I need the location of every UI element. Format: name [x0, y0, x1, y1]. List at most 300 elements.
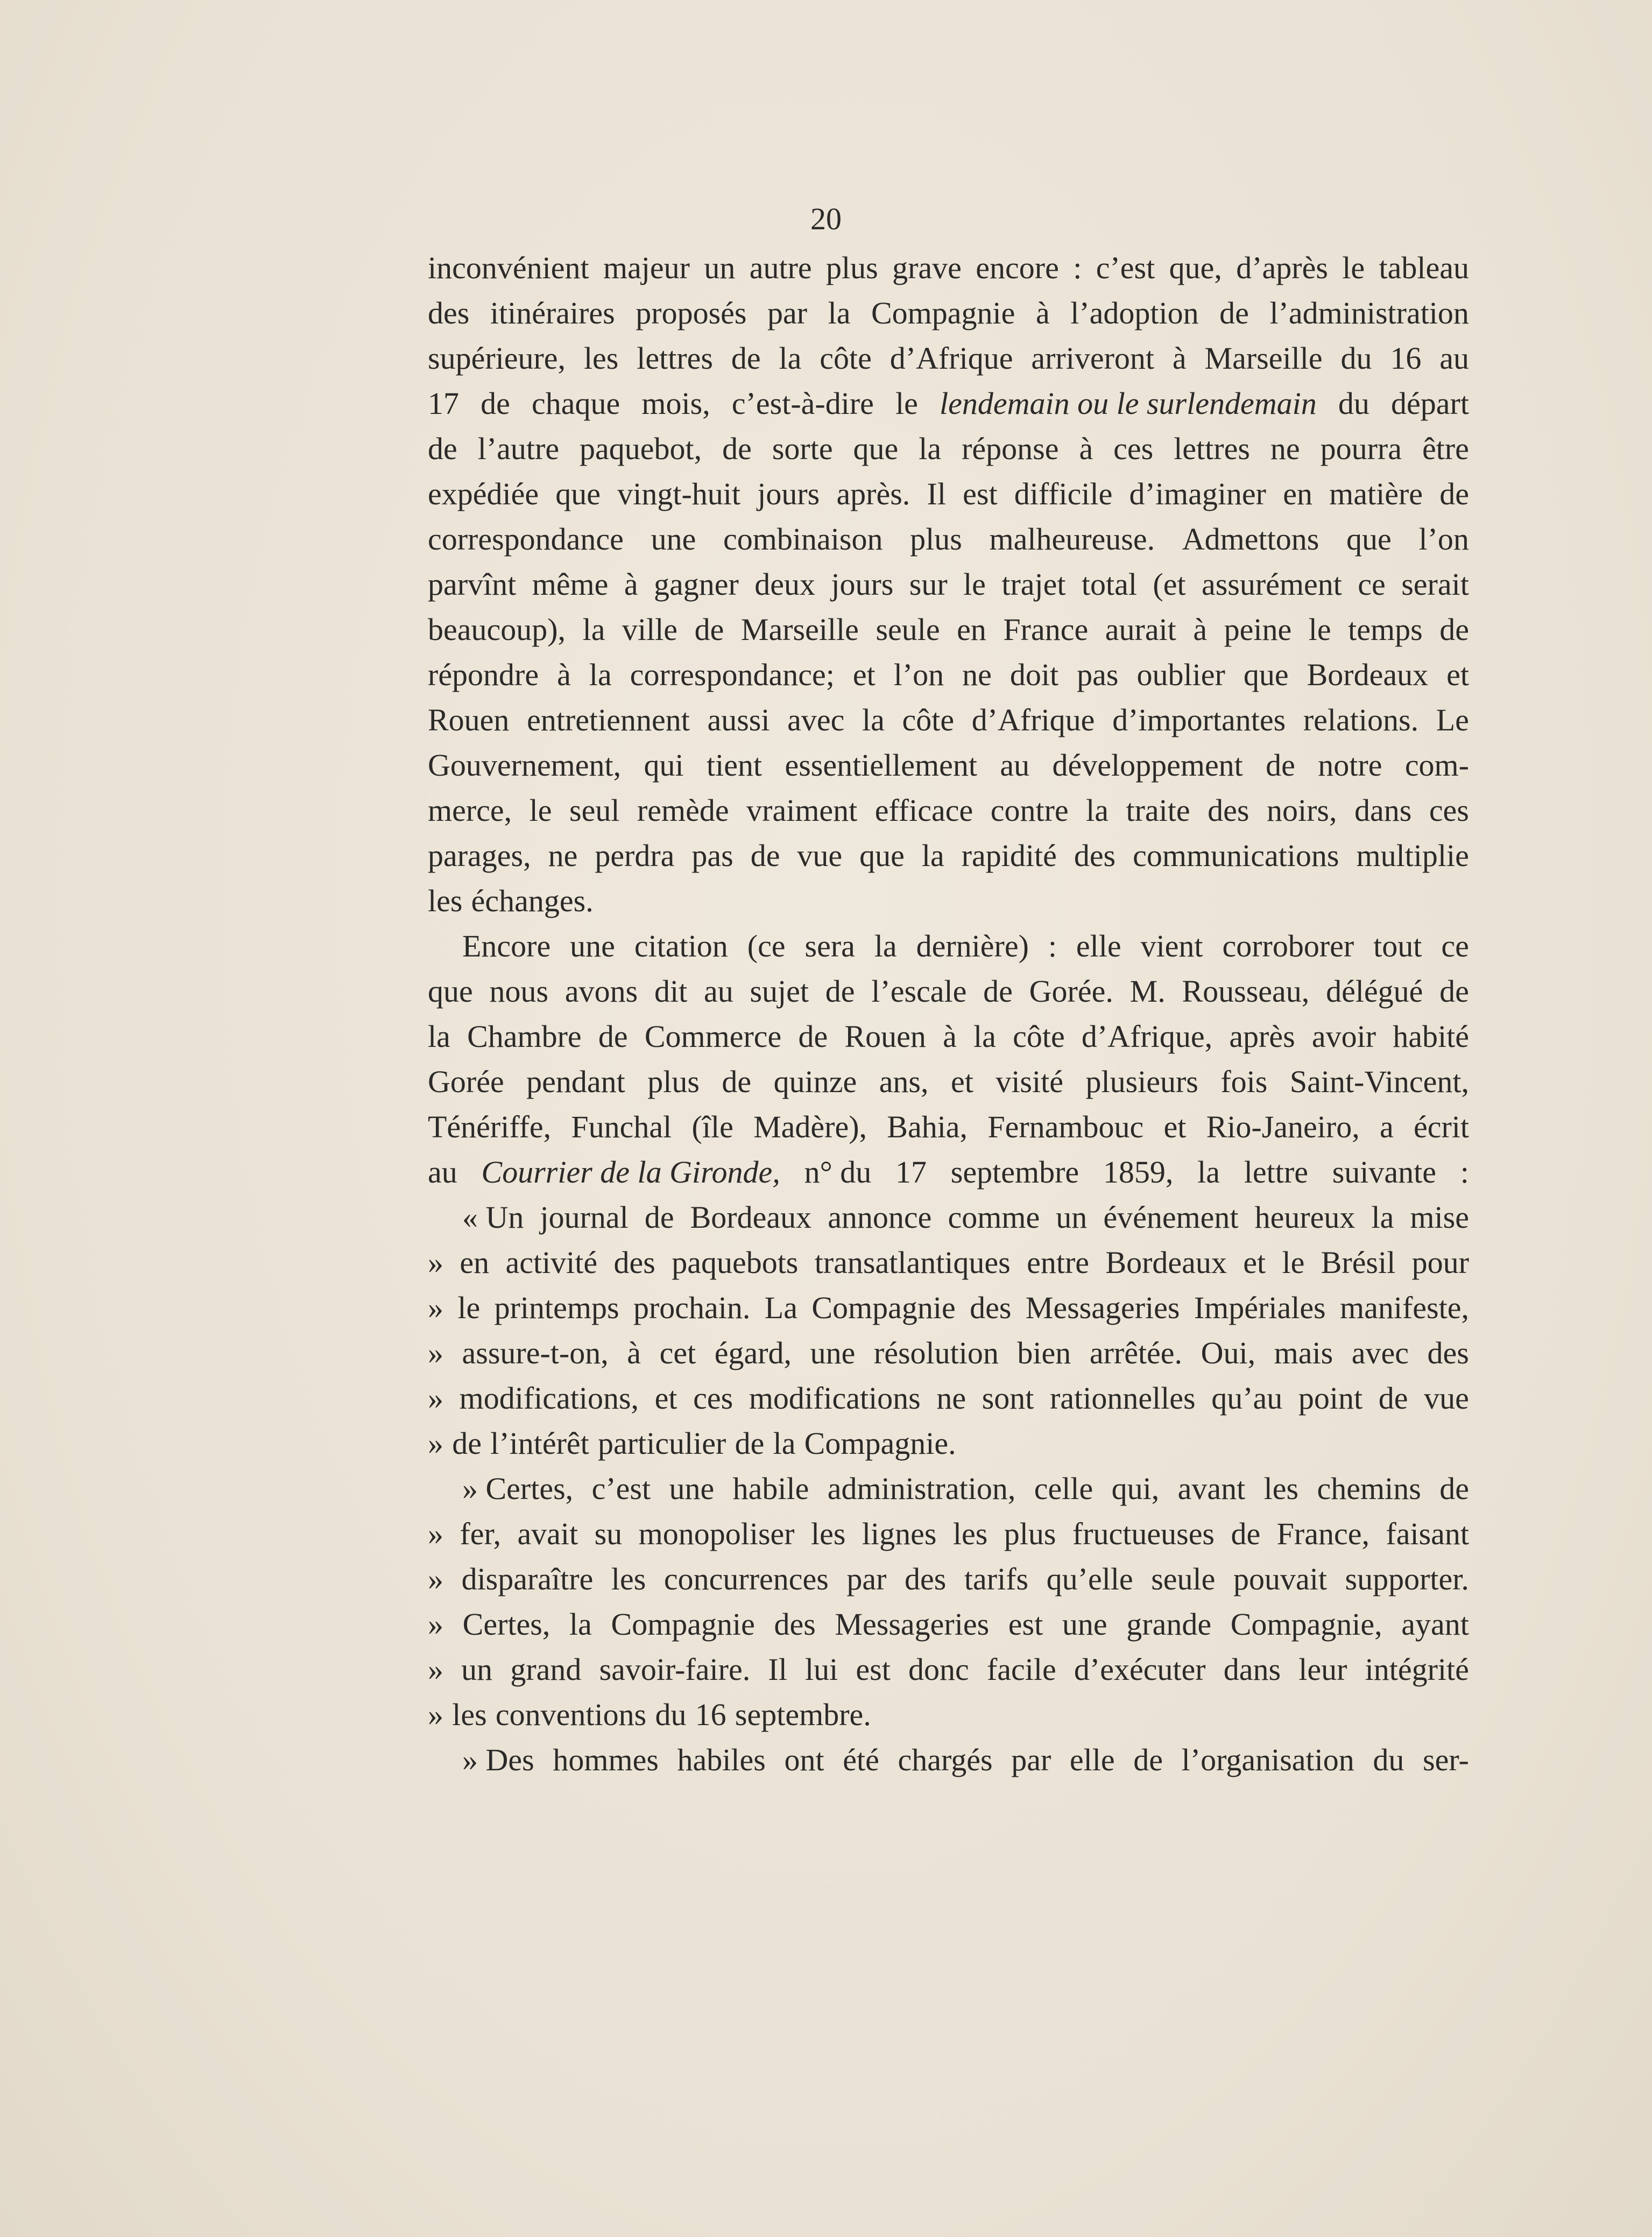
word: prochain. — [633, 1290, 751, 1325]
word: gagner — [653, 567, 739, 602]
word: de — [722, 1064, 752, 1099]
word: qui, — [1111, 1471, 1160, 1506]
word: Bahia, — [887, 1109, 968, 1144]
word: au — [428, 1155, 457, 1190]
word: su — [594, 1516, 623, 1551]
text-line — [428, 1150, 1469, 1195]
word: trajet — [1001, 567, 1066, 602]
word: pouvait — [1233, 1561, 1327, 1596]
text-line — [428, 1602, 1469, 1647]
word: l’on — [893, 657, 944, 692]
word: que — [859, 838, 905, 873]
word: proposés — [636, 296, 747, 330]
text-line — [428, 1105, 1469, 1150]
word: le — [895, 386, 918, 421]
word: à — [557, 657, 571, 692]
word: chaque — [532, 386, 620, 421]
word: avoir — [1311, 1019, 1376, 1054]
word: 16 — [695, 1697, 726, 1732]
word: grande — [1126, 1607, 1212, 1642]
word: et — [1446, 657, 1469, 692]
word: habité — [1393, 1019, 1469, 1054]
word: après. — [836, 476, 910, 511]
word: autre — [749, 250, 812, 285]
word: en — [460, 1245, 490, 1280]
word: donc — [908, 1652, 969, 1687]
word: avons — [564, 974, 638, 1009]
word: la — [1197, 1155, 1220, 1190]
word: pourra — [1320, 431, 1402, 466]
text-line — [428, 1376, 1469, 1421]
word: Compagnie. — [804, 1426, 956, 1461]
word: les — [811, 1516, 846, 1551]
word: la — [589, 657, 612, 692]
word: sur — [909, 567, 948, 602]
word: la — [973, 1019, 996, 1054]
word: jours — [831, 567, 894, 602]
text-line — [428, 245, 1469, 291]
word: les — [428, 883, 463, 918]
word: l’organisation — [1181, 1742, 1354, 1777]
word: d’importantes — [1112, 702, 1286, 737]
word: inconvénient — [428, 250, 589, 285]
word: d’après — [1236, 250, 1328, 285]
word: Le — [1436, 702, 1469, 737]
word: être — [1422, 431, 1469, 466]
word: est — [1008, 1607, 1043, 1642]
word: printemps — [494, 1290, 619, 1325]
word: plusieurs — [1085, 1064, 1198, 1099]
word: communications — [1133, 838, 1339, 873]
word: ont — [784, 1742, 824, 1777]
word: Impériales — [1194, 1290, 1326, 1325]
word: Rouen — [844, 1019, 926, 1054]
word: lendemain ou le surlendemain — [940, 386, 1317, 421]
word: Bordeaux — [690, 1200, 812, 1235]
word: vue — [1424, 1381, 1469, 1416]
word: de — [983, 974, 1013, 1009]
word: la — [1371, 1200, 1394, 1235]
word: savoir-faire. — [599, 1652, 751, 1687]
word: vraiment — [746, 793, 858, 828]
word: » — [428, 1652, 443, 1687]
word: des — [1208, 793, 1249, 828]
word: aurait — [1105, 612, 1176, 647]
word: Rio-Janeiro, — [1206, 1109, 1360, 1144]
word: ces — [1429, 793, 1469, 828]
word: avec — [1351, 1335, 1409, 1370]
word: une — [810, 1335, 856, 1370]
text-line — [428, 291, 1469, 336]
word: parages, — [428, 838, 531, 873]
word: pendant — [526, 1064, 625, 1099]
word: Fernambouc — [987, 1109, 1144, 1144]
word: Marseille — [740, 612, 859, 647]
word: les — [1263, 1471, 1299, 1506]
word: » — [428, 1335, 443, 1370]
word: Certes, — [462, 1607, 550, 1642]
word: c’est — [1096, 250, 1155, 285]
word: à — [624, 567, 638, 602]
word: de — [731, 341, 761, 376]
word: essentiellement — [785, 748, 978, 783]
word: de — [452, 1426, 482, 1461]
word: en — [1283, 476, 1312, 511]
word: l’administration — [1269, 296, 1469, 330]
text-line — [428, 878, 1469, 924]
word: mise — [1410, 1200, 1469, 1235]
word: 1859, — [1103, 1155, 1174, 1190]
word: de — [735, 1426, 765, 1461]
word: septembre. — [735, 1697, 871, 1732]
word: ne — [962, 657, 992, 692]
word: Messageries — [835, 1607, 990, 1642]
word: un — [461, 1652, 493, 1687]
word: supérieure, — [428, 341, 566, 376]
word: concurrences — [663, 1561, 829, 1596]
word: de — [1439, 476, 1469, 511]
word: le — [529, 793, 552, 828]
word: que — [428, 974, 473, 1009]
word: France — [1003, 612, 1089, 647]
word: côte — [820, 341, 872, 376]
word: sorte — [772, 431, 833, 466]
word: à — [1035, 296, 1050, 330]
word: une — [570, 928, 615, 963]
word: cet — [659, 1335, 696, 1370]
word: relations. — [1303, 702, 1419, 737]
text-line — [428, 1195, 1469, 1240]
word: lignes — [862, 1516, 937, 1551]
word: l’on — [1418, 522, 1469, 557]
word: ce — [1441, 928, 1469, 963]
word: d’Afrique — [971, 702, 1095, 737]
word: réponse — [962, 431, 1059, 466]
word: correspondance — [428, 522, 624, 557]
word: deux — [754, 567, 815, 602]
word: correspondance; — [630, 657, 835, 692]
word: malheureuse. — [989, 522, 1155, 557]
word: visité — [996, 1064, 1063, 1099]
word: encore — [976, 250, 1059, 285]
word: de — [694, 612, 724, 647]
word: total — [1081, 567, 1137, 602]
word: au — [1000, 748, 1030, 783]
word: mois, — [641, 386, 710, 421]
text-line — [428, 1240, 1469, 1285]
text-line — [428, 698, 1469, 743]
word: matière — [1329, 476, 1423, 511]
word: à — [943, 1019, 957, 1054]
word: » — [428, 1381, 443, 1416]
word: Compagnie — [871, 296, 1015, 330]
word: Rousseau, — [1182, 974, 1310, 1009]
word: c’est-à-dire — [731, 386, 874, 421]
word: (ce — [747, 928, 786, 963]
word: ser- — [1423, 1742, 1469, 1777]
word: vue — [797, 838, 843, 873]
word: de — [1133, 1742, 1163, 1777]
word: des — [774, 1607, 816, 1642]
word: été — [843, 1742, 879, 1777]
word: efficace — [874, 793, 973, 828]
word: sera — [804, 928, 855, 963]
word: le — [1308, 612, 1331, 647]
word: oublier — [1136, 657, 1225, 692]
word: que — [853, 431, 899, 466]
word: des — [1074, 838, 1116, 873]
word: combinaison — [723, 522, 883, 557]
word: paquebots — [672, 1245, 799, 1280]
word: par — [846, 1561, 887, 1596]
word: lettre — [1244, 1155, 1308, 1190]
word: intégrité — [1365, 1652, 1469, 1687]
word: Rouen — [428, 702, 510, 737]
word: septembre — [950, 1155, 1079, 1190]
word: corroborer — [1222, 928, 1354, 963]
word: est — [963, 476, 998, 511]
word: Bordeaux — [1307, 657, 1429, 692]
word: » — [428, 1607, 443, 1642]
word: aussi — [707, 702, 770, 737]
word: d’Afrique, — [1081, 1019, 1213, 1054]
word: dans — [1354, 793, 1412, 828]
word: disparaître — [461, 1561, 594, 1596]
word: de — [481, 386, 510, 421]
word: activité — [505, 1245, 598, 1280]
word: du — [1338, 386, 1369, 421]
word: supporter. — [1345, 1561, 1469, 1596]
word: quinze — [773, 1064, 857, 1099]
word: tarifs — [964, 1561, 1029, 1596]
word: des — [905, 1561, 947, 1596]
word: de — [598, 1019, 628, 1054]
word: tout — [1373, 928, 1422, 963]
word: événement — [1103, 1200, 1239, 1235]
word: les — [583, 341, 619, 376]
word: de — [1439, 974, 1469, 1009]
word: plus — [826, 250, 878, 285]
word: doit — [1009, 657, 1059, 692]
word: la — [874, 928, 897, 963]
word: ville — [622, 612, 678, 647]
word: serait — [1401, 567, 1469, 602]
word: de — [1219, 296, 1249, 330]
word: elle — [1069, 1742, 1115, 1777]
word: Madère), — [753, 1109, 867, 1144]
word: la — [428, 1019, 450, 1054]
word: lui — [805, 1652, 838, 1687]
word: un — [1056, 1200, 1088, 1235]
word: de — [1231, 1516, 1261, 1551]
word: celle — [1034, 1471, 1093, 1506]
word: d’exécuter — [1074, 1652, 1206, 1687]
word: » — [428, 1561, 443, 1596]
word: répondre — [428, 657, 539, 692]
word: traite — [1126, 793, 1190, 828]
word: » — [428, 1516, 443, 1551]
word: Bordeaux — [1105, 1245, 1227, 1280]
word: bien — [1017, 1335, 1071, 1370]
word: l’autre — [477, 431, 560, 466]
word: » — [428, 1290, 443, 1325]
word: la — [773, 1426, 796, 1461]
text-line — [428, 607, 1469, 652]
word: (et — [1153, 567, 1186, 602]
word: » — [428, 1697, 443, 1732]
word: pas — [1077, 657, 1119, 692]
word: qu’elle — [1046, 1561, 1133, 1596]
text-line — [428, 1059, 1469, 1105]
word: modifications — [749, 1381, 921, 1416]
text-line — [428, 969, 1469, 1014]
word: de — [1439, 1471, 1469, 1506]
word: Funchal — [571, 1109, 672, 1144]
word: rapidité — [961, 838, 1057, 873]
word: qui — [644, 748, 684, 783]
text-line — [428, 1285, 1469, 1331]
word: Il — [768, 1652, 787, 1687]
text-line — [428, 1421, 1469, 1466]
word: chargés — [898, 1742, 993, 1777]
word: Il — [927, 476, 946, 511]
word: leur — [1298, 1652, 1347, 1687]
word: l’intérêt — [490, 1426, 589, 1461]
word: difficile — [1014, 476, 1113, 511]
word: ans, — [879, 1064, 929, 1099]
word: la — [569, 1607, 592, 1642]
word: dans — [1223, 1652, 1281, 1687]
word: que — [555, 476, 601, 511]
word: transatlantiques — [814, 1245, 1011, 1280]
word: Gorée. — [1029, 974, 1113, 1009]
word: ce — [1358, 567, 1386, 602]
page-number: 20 — [810, 201, 842, 236]
word: de — [1378, 1381, 1408, 1416]
word: départ — [1391, 386, 1469, 421]
word: de — [750, 838, 780, 873]
word: la — [582, 612, 605, 647]
word: Gouvernement, — [428, 748, 622, 783]
word: du — [655, 1697, 687, 1732]
word: ne — [936, 1381, 966, 1416]
word: et — [654, 1381, 677, 1416]
word: c’est — [591, 1471, 651, 1506]
word: développement — [1052, 748, 1243, 783]
word: Courrier de la Gironde, — [481, 1155, 780, 1190]
word: arrêtée. — [1089, 1335, 1183, 1370]
word: avec — [787, 702, 845, 737]
word: notre — [1318, 748, 1382, 783]
word: plus — [910, 522, 962, 557]
word: n° du — [804, 1155, 872, 1190]
word: pas — [691, 838, 733, 873]
text-line — [428, 1692, 1469, 1737]
text-line — [428, 1511, 1469, 1557]
word: que — [1243, 657, 1289, 692]
word: itinéraires — [490, 296, 615, 330]
text-line — [428, 1557, 1469, 1602]
word: pour — [1411, 1245, 1469, 1280]
word: une — [1062, 1607, 1107, 1642]
word: 17 — [428, 386, 459, 421]
word: elle — [1076, 928, 1121, 963]
text-line — [428, 381, 1469, 426]
word: au — [703, 974, 733, 1009]
word: Messageries — [1025, 1290, 1180, 1325]
word: comme — [948, 1200, 1040, 1235]
word: perdra — [595, 838, 675, 873]
word: la — [1086, 793, 1109, 828]
word: » Des — [462, 1742, 534, 1777]
word: avant — [1177, 1471, 1246, 1506]
word: sujet — [750, 974, 809, 1009]
word: seule — [876, 612, 940, 647]
word: la — [828, 296, 851, 330]
word: le — [457, 1290, 481, 1325]
word: tableau — [1379, 250, 1469, 285]
word: M. — [1129, 974, 1166, 1009]
word: à — [1172, 341, 1187, 376]
word: au — [1439, 341, 1469, 376]
word: sont — [982, 1381, 1034, 1416]
word: La — [764, 1290, 797, 1325]
word: France, — [1276, 1516, 1369, 1551]
word: 17 — [895, 1155, 927, 1190]
word: assure-t-on, — [462, 1335, 609, 1370]
word: en — [957, 612, 986, 647]
word: Brésil — [1321, 1245, 1396, 1280]
word: tient — [707, 748, 763, 783]
word: chemins — [1317, 1471, 1421, 1506]
word: résolution — [873, 1335, 999, 1370]
word: Saint-Vincent, — [1289, 1064, 1469, 1099]
word: égard, — [714, 1335, 792, 1370]
text-line — [428, 833, 1469, 878]
word: fer, — [460, 1516, 501, 1551]
word: et — [852, 657, 876, 692]
text-line — [428, 652, 1469, 698]
word: et — [1243, 1245, 1266, 1280]
text-line — [428, 924, 1469, 969]
word: délégué — [1326, 974, 1423, 1009]
word: paquebot, — [580, 431, 702, 466]
word: 16 — [1390, 341, 1422, 376]
word: lettres — [637, 341, 713, 376]
word: la — [919, 431, 942, 466]
word: l’adoption — [1070, 296, 1199, 330]
word: assurément — [1201, 567, 1342, 602]
word: « Un — [462, 1200, 524, 1235]
word: du — [1373, 1742, 1404, 1777]
word: habiles — [677, 1742, 766, 1777]
word: arriveront — [1031, 341, 1155, 376]
text-line — [428, 426, 1469, 472]
word: d’imaginer — [1129, 476, 1266, 511]
text-line — [428, 788, 1469, 833]
word: Admettons — [1182, 522, 1319, 557]
word: contre — [990, 793, 1069, 828]
word: des — [428, 296, 470, 330]
word: des — [970, 1290, 1012, 1325]
word: échanges. — [471, 883, 594, 918]
word: fructueuses — [1072, 1516, 1215, 1551]
word: mais — [1274, 1335, 1333, 1370]
word: modifications, — [459, 1381, 639, 1416]
word: » — [428, 1245, 443, 1280]
word: entretiennent — [527, 702, 690, 737]
word: monopoliser — [638, 1516, 795, 1551]
